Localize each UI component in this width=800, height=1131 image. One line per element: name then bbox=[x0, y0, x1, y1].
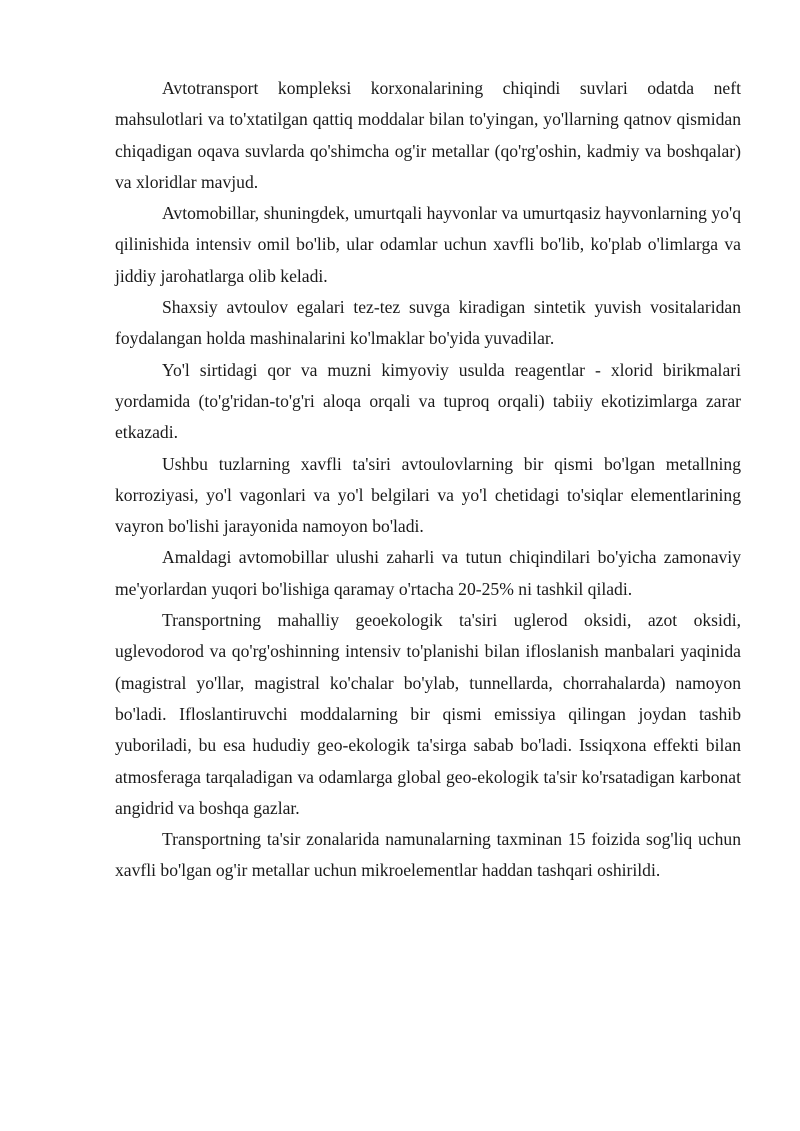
paragraph-animals: Avtomobillar, shuningdek, umurtqali hayvonlar va umurtqasiz hayvonlarning yo'q qilinishida intensiv omil bo'lib, ular odamlar uchun xavfli bo'lib, ko'plab o'limlarga va jiddiy jarohatlarga olib keladi. bbox=[115, 203, 741, 286]
paragraph-vehicle-share: Amaldagi avtomobillar ulushi zaharli va tutun chiqindilari bo'yicha zamonaviy me'yorlardan yuqori bo'lishiga qaramay o'rtacha 20-25% ni tashkil qiladi. bbox=[115, 547, 741, 599]
paragraph-heavy-metals: Transportning ta'sir zonalarida namunalarning taxminan 15 foizida sog'liq uchun xavfli bo'lgan og'ir metallar uchun mikroelementlar haddan tashqari oshirildi. bbox=[115, 829, 741, 881]
paragraph-car-washing: Shaxsiy avtoulov egalari tez-tez suvga kiradigan sintetik yuvish vositalaridan foydalangan holda mashinalarini ko'lmaklar bo'yida yuvadilar. bbox=[115, 297, 741, 349]
paragraph-local-impact: Transportning mahalliy geoekologik ta'siri uglerod oksidi, azot oksidi, uglevodorod va qo'rg'oshinning intensiv to'planishi bilan ifloslanish manbalari yaqinida (magistral yo'llar, magistral ko'chalar bo'ylab, tunnellarda, chorrahalarda) namoyon bo'ladi. Ifloslantiruvchi moddalarning bir qismi emissiya qilingan joydan tashib yuboriladi, bu esa hududiy geo-ekologik ta'sirga sabab bo'ladi. Issiqxona effekti bilan atmosferaga tarqaladigan va odamlarga global geo-ekologik ta'sir ko'rsatadigan karbonat angidrid va boshqa gazlar. bbox=[115, 610, 741, 818]
paragraph-wastewater: Avtotransport kompleksi korxonalarining chiqindi suvlari odatda neft mahsulotlari va to'xtatilgan qattiq moddalar bilan to'yingan, yo'llarning qatnov qismidan chiqadigan oqava suvlarda qo'shimcha og'ir metallar (qo'rg'oshin, kadmiy va boshqalar) va xloridlar mavjud. bbox=[115, 78, 741, 192]
document-page bbox=[115, 73, 741, 887]
paragraph-road-reagents: Yo'l sirtidagi qor va muzni kimyoviy usulda reagentlar - xlorid birikmalari yordamida (to'g'ridan-to'g'ri aloqa orqali va tuproq orqali) tabiiy ekotizimlarga zarar etkazadi. bbox=[115, 359, 741, 443]
paragraph-salt-corrosion: Ushbu tuzlarning xavfli ta'siri avtoulovlarning bir qismi bo'lgan metallning korroziyasi, yo'l vagonlari va yo'l belgilari va yo'l chetidagi to'siqlar elementlarining vayron bo'lishi jarayonida namoyon bo'ladi. bbox=[115, 453, 741, 537]
